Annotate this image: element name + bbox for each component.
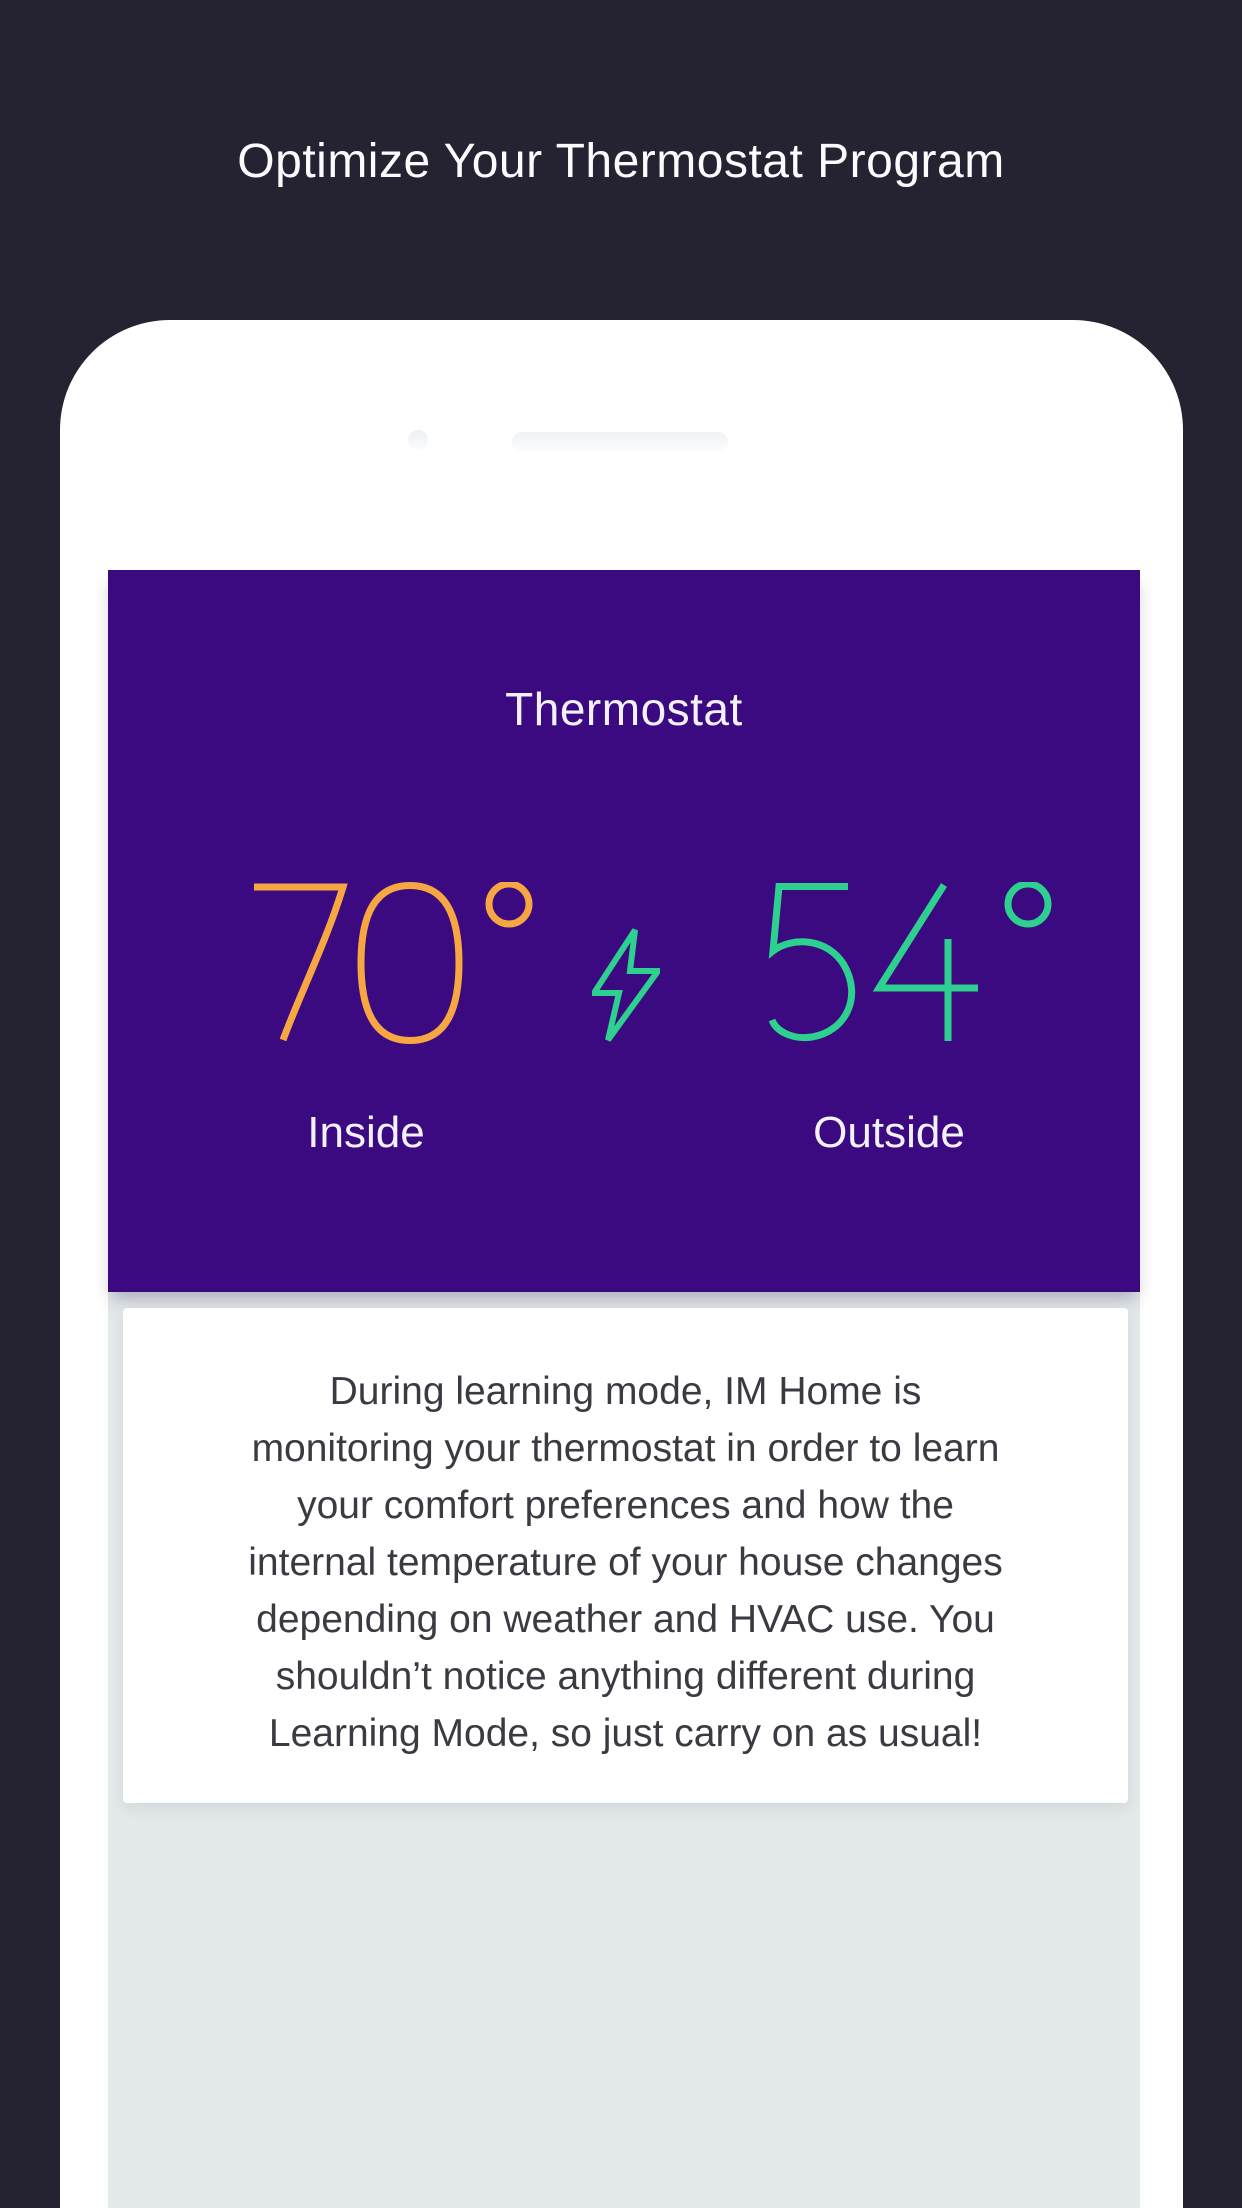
temperature-digit bbox=[879, 885, 978, 1041]
inside-label: Inside bbox=[307, 1108, 425, 1157]
temperature-digit bbox=[254, 887, 343, 1040]
note-line: depending on weather and HVAC use. You bbox=[256, 1598, 995, 1641]
note-line: monitoring your thermostat in order to learn bbox=[251, 1427, 1000, 1470]
learning-mode-note-card bbox=[123, 1308, 1128, 1803]
lightning-bolt-icon bbox=[592, 928, 660, 1043]
temperature-digit bbox=[772, 887, 852, 1038]
note-line: internal temperature of your house changes bbox=[248, 1541, 1003, 1584]
note-line: During learning mode, IM Home is bbox=[329, 1370, 922, 1413]
thermostat-card bbox=[108, 570, 1140, 1292]
note-line: shouldn’t notice anything different during bbox=[275, 1655, 976, 1698]
note-line: your comfort preferences and how the bbox=[297, 1484, 954, 1527]
thermostat-card-title: Thermostat bbox=[505, 683, 743, 735]
page-title: Optimize Your Thermostat Program bbox=[237, 135, 1005, 188]
degree-icon bbox=[1008, 884, 1048, 924]
phone-camera-icon bbox=[408, 430, 428, 450]
degree-icon bbox=[489, 884, 529, 924]
temperature-digit bbox=[361, 886, 459, 1041]
note-line: Learning Mode, so just carry on as usual! bbox=[268, 1712, 983, 1755]
inside-temperature-value bbox=[253, 882, 543, 1052]
phone-mockup bbox=[60, 320, 1183, 2208]
phone-speaker-icon bbox=[512, 432, 728, 452]
outside-label: Outside bbox=[813, 1108, 965, 1157]
outside-temperature-value bbox=[768, 882, 1058, 1052]
